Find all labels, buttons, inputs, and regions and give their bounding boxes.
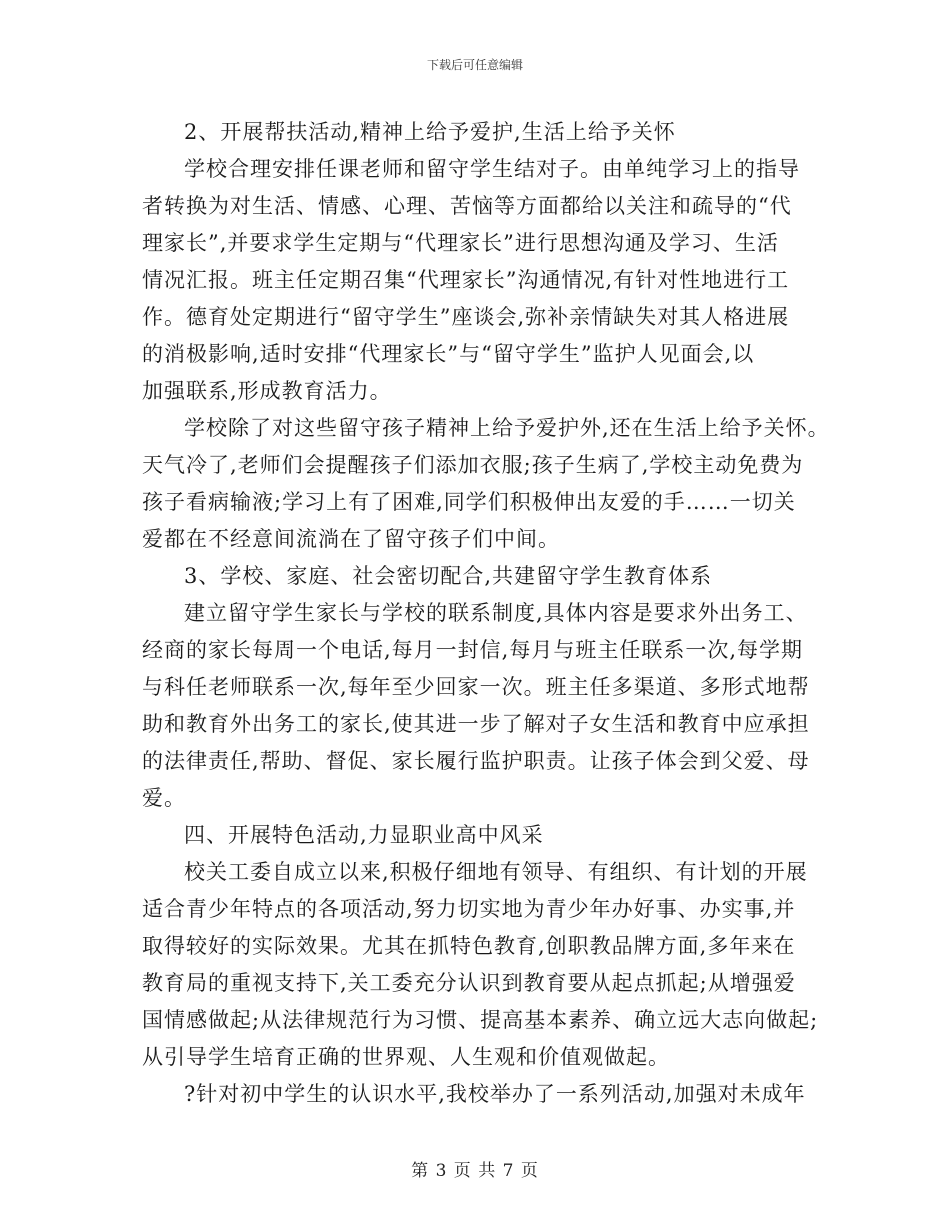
paragraph-line: 的消极影响,适时安排“代理家长”与“留守学生”监护人见面会,以 — [142, 342, 755, 366]
paragraph-line: 爱都在不经意间流淌在了留守孩子们中间。 — [142, 527, 560, 551]
paragraph-line: 理家长”,并要求学生定期与“代理家长”进行思想沟通及学习、生活 — [142, 231, 779, 255]
paragraph-line: ?针对初中学生的认识水平,我校举办了一系列活动,加强对未成年 — [184, 1082, 806, 1106]
paragraph-line: 者转换为对生活、情感、心理、苦恼等方面都给以关注和疏导的“代 — [142, 194, 792, 218]
paragraph-line: 取得较好的实际效果。尤其在抓特色教育,创职教品牌方面,多年来在 — [142, 934, 796, 958]
document-body — [142, 114, 830, 1113]
paragraph-line: 适合青少年特点的各项活动,努力切实地为青少年办好事、办实事,并 — [142, 897, 796, 921]
page-header: 下载后可任意编辑 — [426, 58, 523, 72]
section-heading: 3、学校、家庭、社会密切配合,共建留守学生教育体系 — [184, 564, 713, 588]
paragraph-line: 助和教育外出务工的家长,使其进一步了解对子女生活和教育中应承担 — [142, 712, 810, 736]
paragraph-line: 教育局的重视支持下,关工委充分认识到教育要从起点抓起;从增强爱 — [142, 971, 796, 995]
page-number: 第 3 页 共 7 页 — [411, 1161, 539, 1181]
paragraph-line: 建立留守学生家长与学校的联系制度,具体内容是要求外出务工、 — [184, 601, 808, 625]
paragraph-line: 孩子看病输液;学习上有了困难,同学们积极伸出友爱的手……一切关 — [142, 490, 796, 514]
paragraph-line: 作。德育处定期进行“留守学生”座谈会,弥补亲情缺失对其人格进展 — [142, 305, 790, 329]
paragraph-line: 的法律责任,帮助、督促、家长履行监护职责。让孩子体会到父爱、母 — [142, 749, 810, 773]
paragraph-line: 学校合理安排任课老师和留守学生结对子。由单纯学习上的指导 — [184, 157, 800, 181]
paragraph-line: 加强联系,形成教育活力。 — [142, 379, 392, 403]
paragraph-line: 校关工委自成立以来,积极仔细地有领导、有组织、有计划的开展 — [184, 860, 808, 884]
paragraph-line: 国情感做起;从法律规范行为习惯、提高基本素养、确立远大志向做起; — [142, 1008, 819, 1032]
paragraph-line: 天气冷了,老师们会提醒孩子们添加衣服;孩子生病了,学校主动免费为 — [142, 453, 804, 477]
paragraph-line: 从引导学生培育正确的世界观、人生观和价值观做起。 — [142, 1045, 670, 1069]
section-heading: 四、开展特色活动,力显职业高中风采 — [184, 823, 544, 847]
paragraph-line: 学校除了对这些留守孩子精神上给予爱护外,还在生活上给予关怀。 — [184, 416, 830, 440]
section-heading: 2、开展帮扶活动,精神上给予爱护,生活上给予关怀 — [184, 120, 676, 144]
paragraph-line: 情况汇报。班主任定期召集“代理家长”沟通情况,有针对性地进行工 — [142, 268, 790, 292]
paragraph-line: 经商的家长每周一个电话,每月一封信,每月与班主任联系一次,每学期 — [142, 638, 804, 662]
paragraph-line: 爱。 — [142, 786, 186, 810]
paragraph-line: 与科任老师联系一次,每年至少回家一次。班主任多渠道、多形式地帮 — [142, 675, 810, 699]
